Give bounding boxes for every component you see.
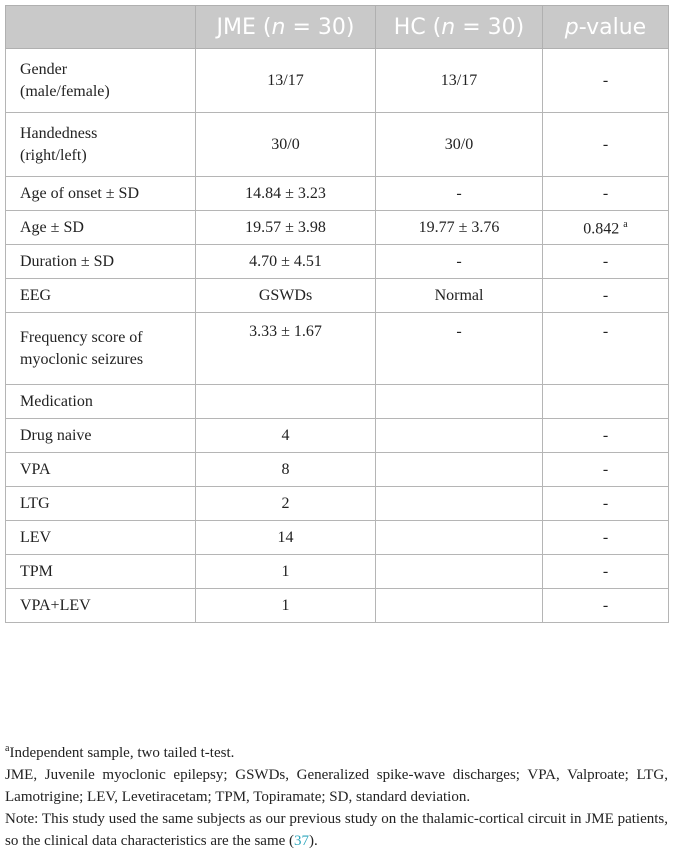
table-row-duration <box>6 245 669 279</box>
jme-cell: 30/0 <box>196 113 376 177</box>
jme-cell: 19.57 ± 3.98 <box>196 211 376 245</box>
row-label: Gender (male/female) <box>6 49 196 113</box>
table-row-ltg <box>6 487 669 521</box>
jme-cell: 1 <box>196 555 376 589</box>
table-row-vpa <box>6 453 669 487</box>
table-row-drug-naive <box>6 419 669 453</box>
p-cell <box>543 385 669 419</box>
p-cell: - <box>543 313 669 385</box>
table-row-gender <box>6 49 669 113</box>
hc-cell <box>376 453 543 487</box>
footnote-a: $^a$Independent sample, two tailed t-test. <box>5 743 235 761</box>
table-row-age-of-onset <box>6 177 669 211</box>
table-row-tpm <box>6 555 669 589</box>
p-cell: - <box>543 245 669 279</box>
jme-cell: 14.84 ± 3.23 <box>196 177 376 211</box>
jme-cell: 4.70 ± 4.51 <box>196 245 376 279</box>
hc-cell: - <box>376 177 543 211</box>
study-note: Note: This study used the same subjects as our previous study on the thalamic-cortical circuit in JME patients, so the clinical data characteristics are the same (37). <box>5 811 668 849</box>
footnote-marker: a <box>623 219 628 231</box>
row-label: LEV <box>6 521 196 555</box>
hc-cell <box>376 555 543 589</box>
table-header-row <box>6 6 669 49</box>
row-label: Age of onset ± SD <box>6 177 196 211</box>
jme-cell: 4 <box>196 419 376 453</box>
table-row-age <box>6 211 669 245</box>
jme-cell: 3.33 ± 1.67 <box>196 313 376 385</box>
hc-cell <box>376 521 543 555</box>
hc-cell: 13/17 <box>376 49 543 113</box>
table-row-handedness <box>6 113 669 177</box>
hc-cell: 30/0 <box>376 113 543 177</box>
p-cell: - <box>543 177 669 211</box>
table-footnotes <box>5 738 668 852</box>
table-row-lev <box>6 521 669 555</box>
row-label: Age ± SD <box>6 211 196 245</box>
hc-cell: - <box>376 245 543 279</box>
row-label: TPM <box>6 555 196 589</box>
table-row-medication <box>6 385 669 419</box>
table-row-frequency-score <box>6 313 669 385</box>
table-row-eeg <box>6 279 669 313</box>
p-cell: - <box>543 487 669 521</box>
jme-cell: 13/17 <box>196 49 376 113</box>
hc-cell: - <box>376 313 543 385</box>
hc-cell <box>376 589 543 623</box>
hc-cell <box>376 385 543 419</box>
p-cell: - <box>543 279 669 313</box>
clinical-data-table <box>5 5 669 623</box>
table-row-vpa-lev <box>6 589 669 623</box>
p-cell: - <box>543 521 669 555</box>
header-hc: HC (n = 30) <box>376 6 543 49</box>
jme-cell <box>196 385 376 419</box>
clinical-data-table-container <box>5 5 668 623</box>
header-blank <box>6 6 196 49</box>
p-cell: - <box>543 589 669 623</box>
p-cell: - <box>543 555 669 589</box>
header-jme: JME (n = 30) <box>196 6 376 49</box>
row-label: EEG <box>6 279 196 313</box>
jme-cell: 8 <box>196 453 376 487</box>
hc-cell <box>376 487 543 521</box>
p-cell: - <box>543 453 669 487</box>
row-label: VPA <box>6 453 196 487</box>
hc-cell: Normal <box>376 279 543 313</box>
jme-cell: 1 <box>196 589 376 623</box>
p-cell: - <box>543 113 669 177</box>
p-cell: 0.842 $^a$ <box>543 211 669 245</box>
abbreviations-note: JME, Juvenile myoclonic epilepsy; GSWDs, Generalized spike-wave discharges; VPA, Valproate; LTG, Lamotrigine; LEV, Levetiracetam; TPM, Topiramate; SD, standard deviation. <box>5 767 668 805</box>
row-label: Duration ± SD <box>6 245 196 279</box>
row-label: Handedness (right/left) <box>6 113 196 177</box>
row-label: Medication <box>6 385 196 419</box>
p-cell: - <box>543 419 669 453</box>
hc-cell: 19.77 ± 3.76 <box>376 211 543 245</box>
jme-cell: 2 <box>196 487 376 521</box>
p-cell: - <box>543 49 669 113</box>
jme-cell: GSWDs <box>196 279 376 313</box>
hc-cell <box>376 419 543 453</box>
row-label: Frequency score of myoclonic seizures <box>6 313 196 385</box>
row-label: LTG <box>6 487 196 521</box>
header-p-value: p-value <box>543 6 669 49</box>
jme-cell: 14 <box>196 521 376 555</box>
row-label: VPA+LEV <box>6 589 196 623</box>
reference-link[interactable]: 37 <box>294 833 310 849</box>
row-label: Drug naive <box>6 419 196 453</box>
